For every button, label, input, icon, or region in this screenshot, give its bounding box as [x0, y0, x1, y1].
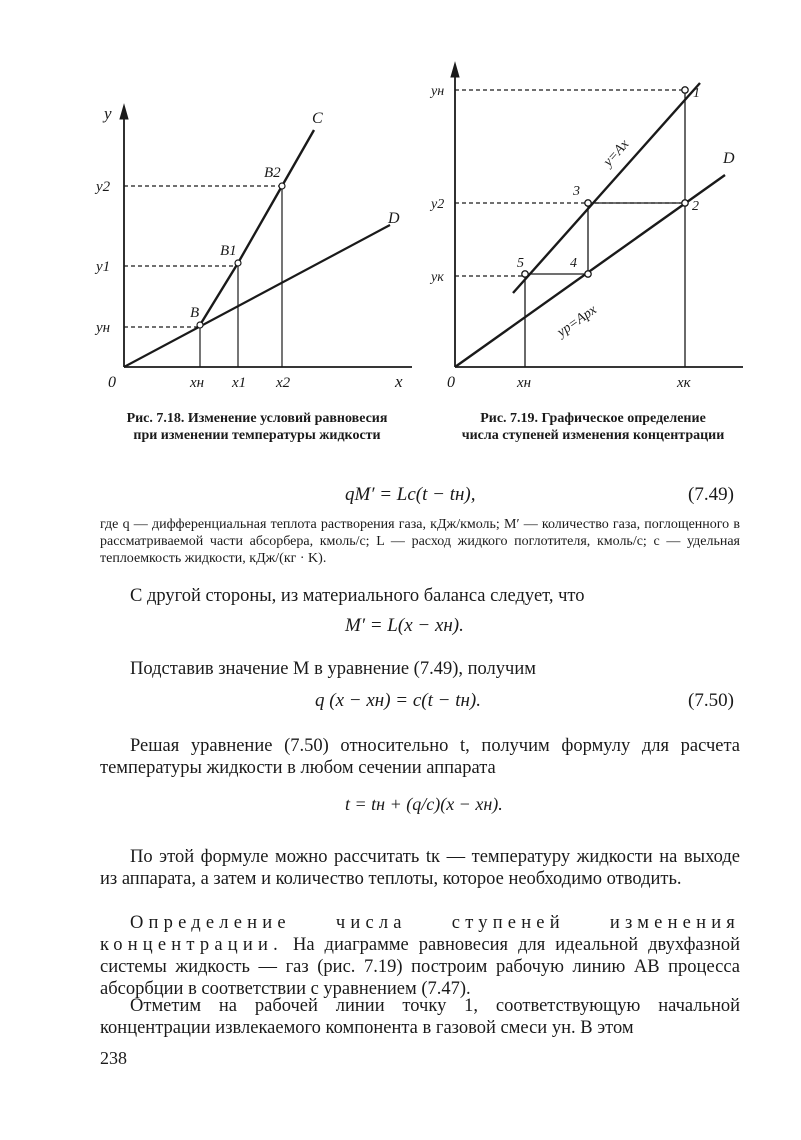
label-xn: xн	[190, 375, 205, 391]
label-y2: y2	[431, 197, 445, 212]
section-heading: Определение числа ступеней изменения концентрации.	[100, 913, 740, 955]
label-origin: 0	[108, 374, 116, 391]
figure-7-18	[90, 95, 420, 400]
paragraph-material-balance: С другой стороны, из материального баланса следует, что	[130, 586, 585, 606]
paragraph-substitute: Подставив значение M в уравнение (7.49), получим	[130, 659, 536, 679]
label-B: B	[190, 305, 200, 321]
caption-fig-7-18: Рис. 7.18. Изменение условий равновесия при изменении температуры жидкости	[126, 411, 388, 443]
label-B1: B1	[220, 243, 237, 259]
label-xn: xн	[517, 375, 532, 391]
label-yk: yк	[431, 270, 444, 285]
label-C: C	[312, 110, 323, 127]
equation-number-7-49: (7.49)	[688, 484, 734, 505]
equation-number-7-50: (7.50)	[688, 690, 734, 711]
y-axis-arrow	[451, 63, 459, 77]
paragraph-formula-use: По этой формуле можно рассчитать tк — температуру жидкости на выходе из аппарата, а затем и количество теплоты, которое необходимо отводить.	[100, 847, 740, 889]
equation-7-50: q (x − xн) = c(t − tн).	[315, 690, 481, 711]
label-origin: 0	[447, 374, 455, 391]
line-D	[124, 225, 390, 367]
label-point-2: 2	[692, 199, 699, 214]
label-xk: xк	[677, 375, 691, 391]
paragraph-stages	[100, 912, 740, 1000]
label-yn: yн	[96, 320, 111, 336]
label-yn: yн	[431, 84, 445, 99]
label-B2: B2	[264, 165, 281, 181]
label-point-3: 3	[573, 184, 580, 199]
section-body: На диаграмме равновесия для идеальной двухфазной системы жидкость — газ (рис. 7.19) построим рабочую линию AB процесса абсорбции в соответствии с уравнением (7.47).	[100, 935, 740, 999]
equation-balance: M′ = L(x − xн).	[345, 615, 464, 636]
label-x: x	[395, 372, 403, 391]
page-number: 238	[100, 1048, 127, 1068]
y-axis-arrow	[120, 105, 128, 119]
where-definitions: где q — дифференциальная теплота растворения газа, кДж/кмоль; M′ — количество газа, поглощенного в рассматриваемой части абсорбера, кмоль/с; L — расход жидкого поглотителя, кмоль/с; c — удельная теплоемкость жидкости, кДж/(кг · K).	[100, 517, 740, 566]
label-line-lower: yр=Aрx	[554, 302, 600, 341]
label-line-upper: y=Ax	[600, 137, 633, 170]
label-y: y	[104, 104, 112, 123]
label-x2: x2	[276, 375, 291, 391]
label-x1: x1	[232, 375, 247, 391]
label-y2: y2	[96, 179, 111, 195]
equation-temperature: t = tн + (q/c)(x − xн).	[345, 794, 503, 814]
line-upper	[513, 83, 700, 293]
equation-7-49: qM′ = Lc(t − tн),	[345, 484, 476, 505]
caption-fig-7-19: Рис. 7.19. Графическое определение числа ступеней изменения концентрации	[461, 411, 725, 443]
label-D: D	[388, 210, 400, 227]
figure-7-19	[425, 55, 755, 400]
label-point-1: 1	[693, 86, 700, 101]
label-point-4: 4	[570, 256, 577, 271]
paragraph-mark-point: Отметим на рабочей линии точку 1, соответствующую начальной концентрации извлекаемого компонента в газовой смеси yн. В этом	[100, 996, 740, 1038]
label-point-5: 5	[517, 256, 524, 271]
paragraph-solve: Решая уравнение (7.50) относительно t, получим формулу для расчета температуры жидкости в любом сечении аппарата	[100, 736, 740, 778]
label-D: D	[723, 150, 735, 167]
label-y1: y1	[96, 259, 111, 275]
